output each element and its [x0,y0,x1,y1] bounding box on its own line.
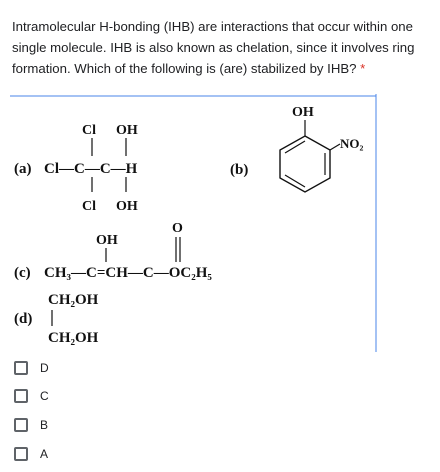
c-o: O [172,221,183,236]
option-label: B [40,418,49,432]
c-formula: CH₃—C=CH—C—OC₂H₅ [44,265,212,281]
a-label: (a) [14,161,32,177]
a-oh-top: OH [116,123,138,138]
d-bottom: CH₂OH [48,330,99,346]
question-text [12,16,430,79]
a-cl-top: Cl [82,123,96,138]
checkbox[interactable] [14,447,28,461]
a-cl-bottom: Cl [82,199,96,214]
b-oh: OH [292,105,314,120]
option-d[interactable] [14,358,134,378]
structure-b [230,105,364,192]
ring-double-3 [285,175,305,187]
structure-d [14,292,99,346]
ring-double-1 [285,141,305,153]
checkbox[interactable] [14,361,28,375]
structure-a [14,123,138,214]
d-label: (d) [14,311,33,327]
c-oh: OH [96,233,118,248]
checkbox[interactable] [14,418,28,432]
d-top: CH₂OH [48,292,99,308]
option-a[interactable] [14,444,134,464]
a-oh-bottom: OH [116,199,138,214]
question-figure [10,94,380,352]
checkbox[interactable] [14,389,28,403]
benzene-ring [280,136,330,192]
b-no2: NO₂ [340,136,364,151]
b-bond-no2 [330,144,340,150]
question-body: Intramolecular H-bonding (IHB) are interactions that occur within one single molecule. IHB is also known as chelation, since it involves ring formation. Which of the following is (are) stabilized by IHB? [12,19,415,76]
a-main-chain: Cl—C—C—H [44,161,138,177]
required-marker: * [360,61,366,76]
structure-c [14,221,212,281]
option-label: D [40,361,49,375]
c-label: (c) [14,265,31,281]
chemistry-structures [10,94,380,352]
option-b[interactable] [14,415,134,435]
option-label: A [40,447,49,461]
option-label: C [40,389,49,403]
b-label: (b) [230,162,249,178]
option-c[interactable] [14,386,134,406]
